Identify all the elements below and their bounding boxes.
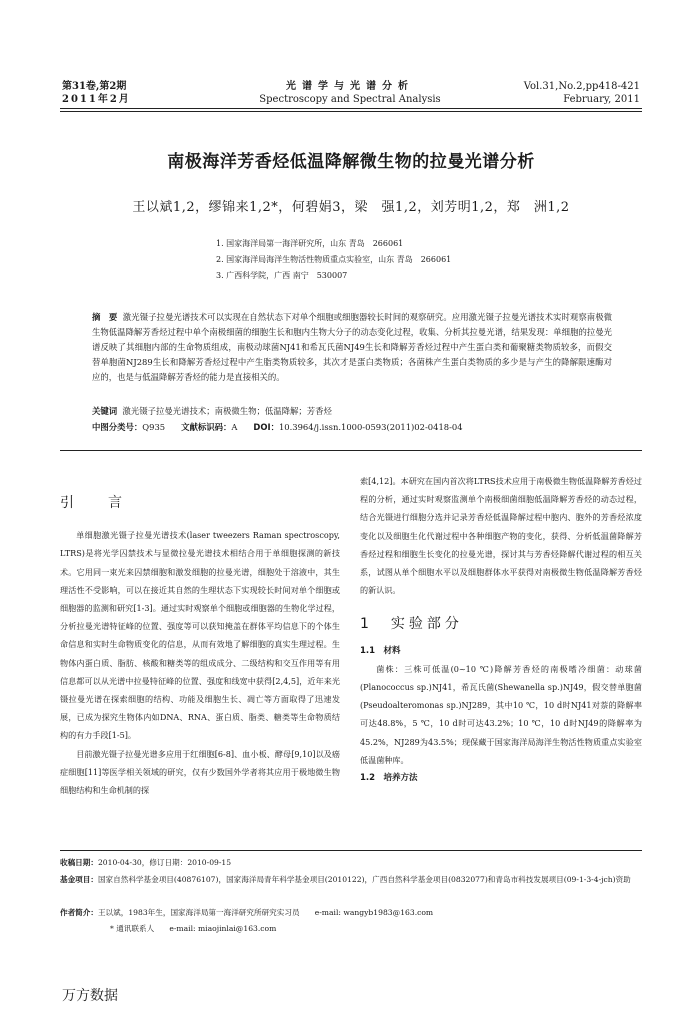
journal-name-cn: 光谱学与光谱分析 [286, 81, 414, 92]
journal-issue-header [524, 80, 640, 106]
author-list: 王以斌1,2，缪锦来1,2*，何碧娟3，梁 强1,2，刘芳明1,2，郑 洲1,2 [132, 200, 570, 215]
volume-line: 第31卷,第2期 [62, 81, 127, 92]
journal-volume-header [62, 80, 131, 106]
subsection-1-2-heading: 1.2 培养方法 [360, 773, 418, 784]
received-label: 收稿日期： [60, 858, 98, 867]
paper-title: 南极海洋芳香烃低温降解微生物的拉曼光谱分析 [167, 152, 535, 172]
affiliation-3: 3. 广西科学院，广西 南宁 530007 [216, 271, 348, 280]
doc-code-label: 文献标识码： [181, 422, 232, 432]
received-dates: 2010-04-30，修订日期：2010-09-15 [97, 858, 232, 867]
intro-paragraph-3: 索[4,12]。本研究在国内首次将LTRS技术应用于南极微生物低温降解芳香烃过程的分析，通过实时观察监测单个南极细菌细胞低温降解芳香烃的动态过程，结合光镊进行细胞分选并记录芳香烃低温降解过程中胞内、胞外的芳香烃浓度变化以及细胞生化代谢过程中各种细胞产物的变化，获得、分析低温菌降解芳香烃过程和细胞生长变化的拉曼光谱，探讨其与芳香烃降解代谢过程的相互关系，试图从单个细胞水平以及细胞群体水平获得对南极微生物低温降解芳香烃的新认识。 [360, 476, 642, 596]
header-rule [60, 108, 642, 109]
clc-value: Q935 [142, 422, 166, 432]
keywords-block [92, 403, 612, 435]
left-column [60, 494, 340, 799]
doi-value: 10.3964/j.issn.1000-0593(2011)02-0418-04 [278, 422, 463, 432]
wanfang-watermark: 万方数据 [62, 988, 118, 1004]
funding-text: 国家自然科学基金项目(40876107)，国家海洋局青年科学基金项目(2010122)，广西自然科学基金项目(0832077)和青岛市科技发展项目(09-1-3-4-jch)资助 [97, 875, 631, 884]
date-en: February, 2011 [563, 94, 640, 105]
funding-label: 基金项目： [60, 875, 98, 884]
affiliation-1: 1. 国家海洋局第一海洋研究所，山东 青岛 266061 [216, 239, 404, 248]
doi-label: DOI： [253, 422, 279, 432]
abstract-label: 摘 要 [92, 312, 118, 322]
clc-label: 中图分类号： [92, 422, 143, 432]
abstract [92, 310, 612, 385]
author-bio-text: 王以斌，1983年生，国家海洋局第一海洋研究所研究实习员 e-mail: wangyb1983@163.com [97, 908, 434, 917]
volume-en: Vol.31,No.2,pp418-421 [523, 81, 640, 92]
footnote-contact: * 通讯联系人 e-mail: miaojinlai@163.com [110, 924, 277, 933]
journal-name-en: Spectroscopy and Spectral Analysis [259, 94, 441, 105]
author-bio-label: 作者简介： [60, 908, 98, 917]
abstract-divider [60, 450, 642, 451]
intro-paragraph-1: 单细胞激光镊子拉曼光谱技术(laser tweezers Raman spectroscopy, LTRS)是将光学囚禁技术与显微拉曼光谱技术相结合用于单细胞探测的新技术。它用同一束光来囚禁细胞和激发细胞的拉曼光谱，细胞处于溶液中，其生理活性不受影响，可以在接近其自然的生理状态下实现较长时间对单个细胞或细胞器的监测和研究[1-3]。通过实时观察单个细胞或细胞器的生物化学过程，分析拉曼光谱特征峰的位置、强度等可以获知掩盖在群体平均信息下的个体生命信息和实时生命物质变化的信息，从而有效地了解细胞的真实生理过程。生物体内蛋白质、脂肪、核酸和糖类等的组成成分、二级结构和交互作用等有用信息都可以从光谱中拉曼特征峰的位置、强度和线宽中获得[2,4,5]，近年来光镊拉曼光谱在探索细胞的结构、功能及细胞生长、凋亡等方面取得了迅速发展，已成为探究生物体内如DNA、RNA、蛋白质、脂类、糖类等生命物质结构的有力手段[1-5]。 [60, 530, 340, 741]
footnote-author [60, 905, 642, 920]
footnote-funding [60, 872, 642, 887]
header-rule-thin [60, 111, 642, 112]
journal-name-header [250, 80, 450, 106]
affiliation-2: 2. 国家海洋局海洋生物活性物质重点实验室，山东 青岛 266061 [216, 255, 452, 264]
keywords-text: 激光镊子拉曼光谱技术；南极微生物；低温降解；芳香烃 [122, 406, 332, 416]
materials-text: 菌株：三株可低温(0~10 ℃)降解芳香烃的南极嗜冷细菌：动球菌(Planococcus sp.)NJ41，希瓦氏菌(Shewanella sp.)NJ49，假交替单胞菌(Pseudoalteromonas sp.)NJ289，其中10 ℃，10 d时NJ41对萘的降解率可达48.8%，5 ℃，10 d时可达43.2%；10 ℃，10 d时NJ49的降解率为45.2%，NJ289为43.5%；现保藏于国家海洋局海洋生物活性物质重点实验室低温菌种库。 [360, 663, 642, 765]
intro-paragraph-2: 目前激光镊子拉曼光谱多应用于红细胞[6-8]、血小板、酵母[9,10]以及癌症细胞[11]等医学相关领域的研究，仅有少数国外学者将其应用于极地微生物细胞结构和生命机制的探 [60, 748, 340, 796]
footnote-received [60, 855, 642, 870]
intro-heading: 引 言 [60, 495, 132, 511]
keywords-label: 关键词 [92, 406, 118, 416]
doc-code-value: A [231, 422, 238, 432]
right-column [360, 472, 642, 787]
abstract-text: 激光镊子拉曼光谱技术可以实现在自然状态下对单个细胞或细胞器较长时间的观察研究。应用激光镊子拉曼光谱技术实时观察南极微生物低温降解芳香烃过程中单个南极细菌的细胞生长和胞内生物大分子的动态变化过程，收集、分析其拉曼光谱，结果发现：单细胞的拉曼光谱反映了其细胞内部的生命物质组成，南极动球菌NJ41和希瓦氏菌NJ49生长和降解芳香烃过程中产生蛋白类和葡聚糖类物质较多，而假交替单胞菌NJ289生长和降解芳香烃过程中产生脂类物质较多，其次才是蛋白类物质；各菌株产生蛋白类物质的多少是与产生的降解限速酶对应的，也是与低温降解芳香烃的能力是直接相关的。 [92, 312, 613, 382]
date-line: 2011年2月 [62, 94, 131, 105]
section-1-heading: 1 实验部分 [360, 616, 463, 633]
subsection-1-1-heading: 1.1 材料 [360, 645, 401, 656]
footnote-rule [60, 850, 642, 851]
